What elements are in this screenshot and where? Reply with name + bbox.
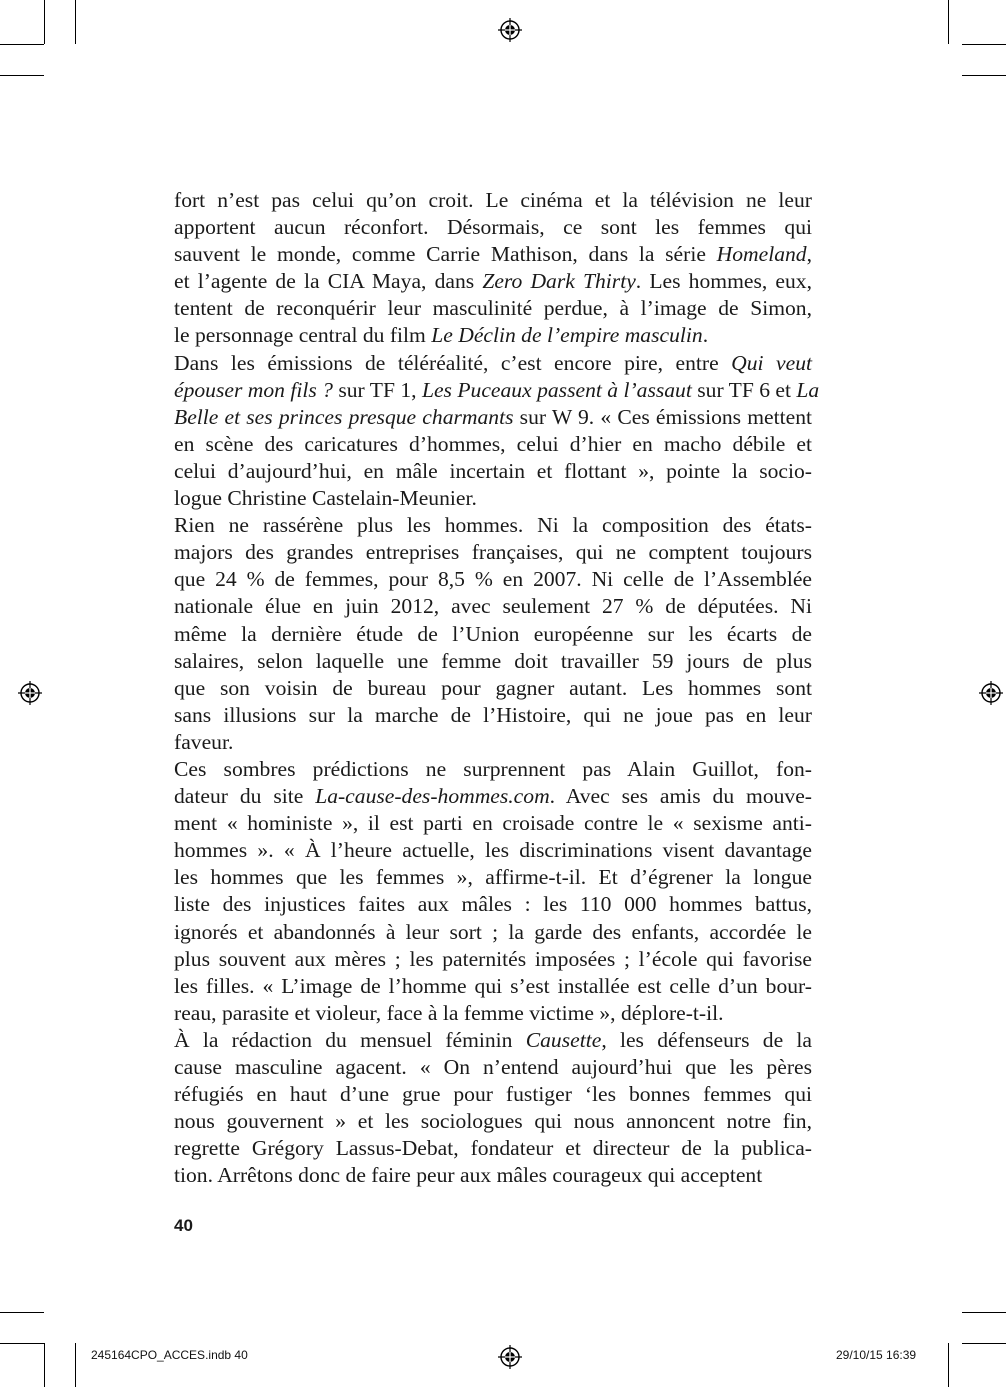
text-run: sur TF 6 et [691,377,797,402]
registration-mark-icon [498,18,522,42]
text-line [174,891,812,918]
text-line [174,1162,812,1189]
text-line [174,1027,812,1054]
page-number: 40 [174,1216,193,1235]
italic-title: La-cause-des-hommes.com [315,784,550,809]
text-run: nous gouvernent » et les sociologues qui nous annoncent notre fin, [174,1109,812,1134]
text-run: À la rédaction du mensuel féminin [174,1027,526,1052]
text-line [174,268,812,295]
crop-mark [948,1343,949,1387]
text-line [174,756,812,783]
text-line [174,214,812,241]
text-run: majors des grandes entreprises françaises, qui ne comptent toujours [174,540,812,565]
crop-mark [0,75,44,76]
text-line [174,702,812,729]
text-run: cause masculine agacent. « On n’entend aujourd’hui que les pères [174,1055,812,1079]
text-run: les filles. « L’image de l’homme qui s’est installée est celle d’un bour- [174,973,812,998]
italic-title: épouser mon fils ? [174,377,333,402]
text-line [174,404,812,431]
text-line [174,1000,812,1027]
text-run: . Les hommes, eux, [635,269,812,294]
text-line [174,1108,812,1135]
paragraph [174,1027,812,1190]
text-run: , les défenseurs de la [601,1027,812,1052]
crop-mark [44,0,45,44]
text-line [174,539,812,566]
text-run: plus souvent aux mères ; les paternités imposées ; l’école qui favorise [174,946,812,971]
text-run: en scène des caricatures d’hommes, celui d’hier en macho débile et [174,431,812,456]
text-line [174,566,812,593]
text-run: apportent aucun réconfort. Désormais, ce sont les femmes qui [174,215,812,240]
registration-mark-icon [18,681,42,705]
text-run: que 24 % de femmes, pour 8,5 % en 2007. Ni celle de l’Assemblée [174,567,812,592]
text-run: logue Christine Castelain-Meunier. [174,486,477,511]
text-run: reau, parasite et violeur, face à la femme victime », déplore-t-il. [174,1000,724,1025]
text-line [174,1054,812,1081]
crop-mark [948,0,949,44]
crop-mark [75,1343,76,1387]
text-run: . Avec ses amis du mouve- [549,784,812,809]
text-line [174,593,812,620]
text-line [174,1081,812,1108]
text-line [174,810,812,837]
text-run: , [806,242,812,267]
text-line [174,919,812,946]
registration-mark-icon [498,1345,522,1369]
text-line [174,322,812,349]
text-line [174,946,812,973]
text-line [174,350,812,377]
text-line [174,512,812,539]
text-line [174,377,820,404]
crop-mark [0,1312,44,1313]
text-run: même la dernière étude de l’Union européenne sur les écarts de [174,621,812,646]
text-run: tion. Arrêtons donc de faire peur aux mâles courageux qui acceptent [174,1163,763,1188]
text-run: nationale élue en juin 2012, avec seulement 27 % de députées. Ni [174,594,812,619]
text-run: le personnage central du film [174,323,432,348]
text-line [174,864,812,891]
text-line [174,783,812,810]
text-run: salaires, selon laquelle une femme doit travailler 59 jours de plus [174,648,812,673]
text-run: sur W 9. « Ces émissions mettent [513,404,813,429]
text-run: dateur du site [174,784,316,809]
text-line [174,458,812,485]
crop-mark [75,0,76,44]
text-run: Dans les émissions de téléréalité, c’est encore pire, entre [174,350,732,375]
text-line [174,675,812,702]
text-run: sauvent le monde, comme Carrie Mathison, dans la série [174,242,717,267]
crop-mark [0,1343,44,1344]
crop-mark [44,1343,45,1387]
text-run: celui d’aujourd’hui, en mâle incertain et flottant », pointe la socio- [174,458,812,483]
text-run: les hommes que les femmes », affirme-t-il. Et d’égrener la longue [174,865,812,890]
text-run: fort n’est pas celui qu’on croit. Le cinéma et la télévision ne leur [174,188,812,212]
text-line [174,241,812,268]
crop-mark [962,44,1006,45]
italic-title: La [796,377,820,402]
text-line [174,973,812,1000]
text-run: que son voisin de bureau pour gagner autant. Les hommes sont [174,675,812,700]
crop-mark [962,1312,1006,1313]
italic-title: Zero Dark Thirty [482,269,636,294]
text-run: Rien ne rassérène plus les hommes. Ni la composition des états- [174,513,812,538]
text-run: liste des injustices faites aux mâles : les 110 000 hommes battus, [174,892,812,917]
text-line [174,187,812,214]
text-line [174,729,812,756]
text-line [174,648,812,675]
text-run: Ces sombres prédictions ne surprennent pas Alain Guillot, fon- [174,756,812,781]
text-line [174,431,812,458]
text-line [174,621,812,648]
paragraph [174,512,812,756]
text-run: sur TF 1, [332,377,422,402]
text-run: regrette Grégory Lassus-Debat, fondateur et directeur de la publica- [174,1136,812,1161]
text-run: hommes ». « À l’heure actuelle, les discriminations visent davantage [174,838,812,863]
slug-datetime: 29/10/15 16:39 [836,1348,917,1362]
body-text [174,187,820,1189]
text-line [174,837,812,864]
text-line [174,1135,812,1162]
italic-title: Homeland [716,242,807,267]
crop-mark [962,75,1006,76]
paragraph [174,756,812,1027]
italic-title: Le Déclin de l’empire masculin [431,323,703,348]
text-line [174,485,812,512]
crop-mark [0,44,44,45]
italic-title: Belle et ses princes presque charmants [174,404,514,429]
italic-title: Causette [525,1027,602,1052]
text-run: faveur. [174,729,234,754]
text-run: et l’agente de la CIA Maya, dans [174,269,483,294]
text-line [174,295,812,322]
text-run: réfugiés en haut d’une grue pour fustiger ‘les bonnes femmes qui [174,1082,812,1107]
italic-title: Les Puceaux passent à l’assaut [421,377,692,402]
text-run: . [702,323,709,348]
text-run: tentent de reconquérir leur masculinité perdue, à l’image de Simon, [174,296,812,321]
text-run: sans illusions sur la marche de l’Histoire, qui ne joue pas en leur [174,702,812,727]
italic-title: Qui veut [731,350,812,375]
slug-filename: 245164CPO_ACCES.indb 40 [91,1348,248,1362]
text-run: ment « hoministe », il est parti en croisade contre le « sexisme anti- [174,811,812,836]
text-run: ignorés et abandonnés à leur sort ; la garde des enfants, accordée le [174,919,812,944]
paragraph [174,187,812,350]
registration-mark-icon [979,681,1003,705]
crop-mark [962,1343,1006,1344]
paragraph [174,350,820,513]
